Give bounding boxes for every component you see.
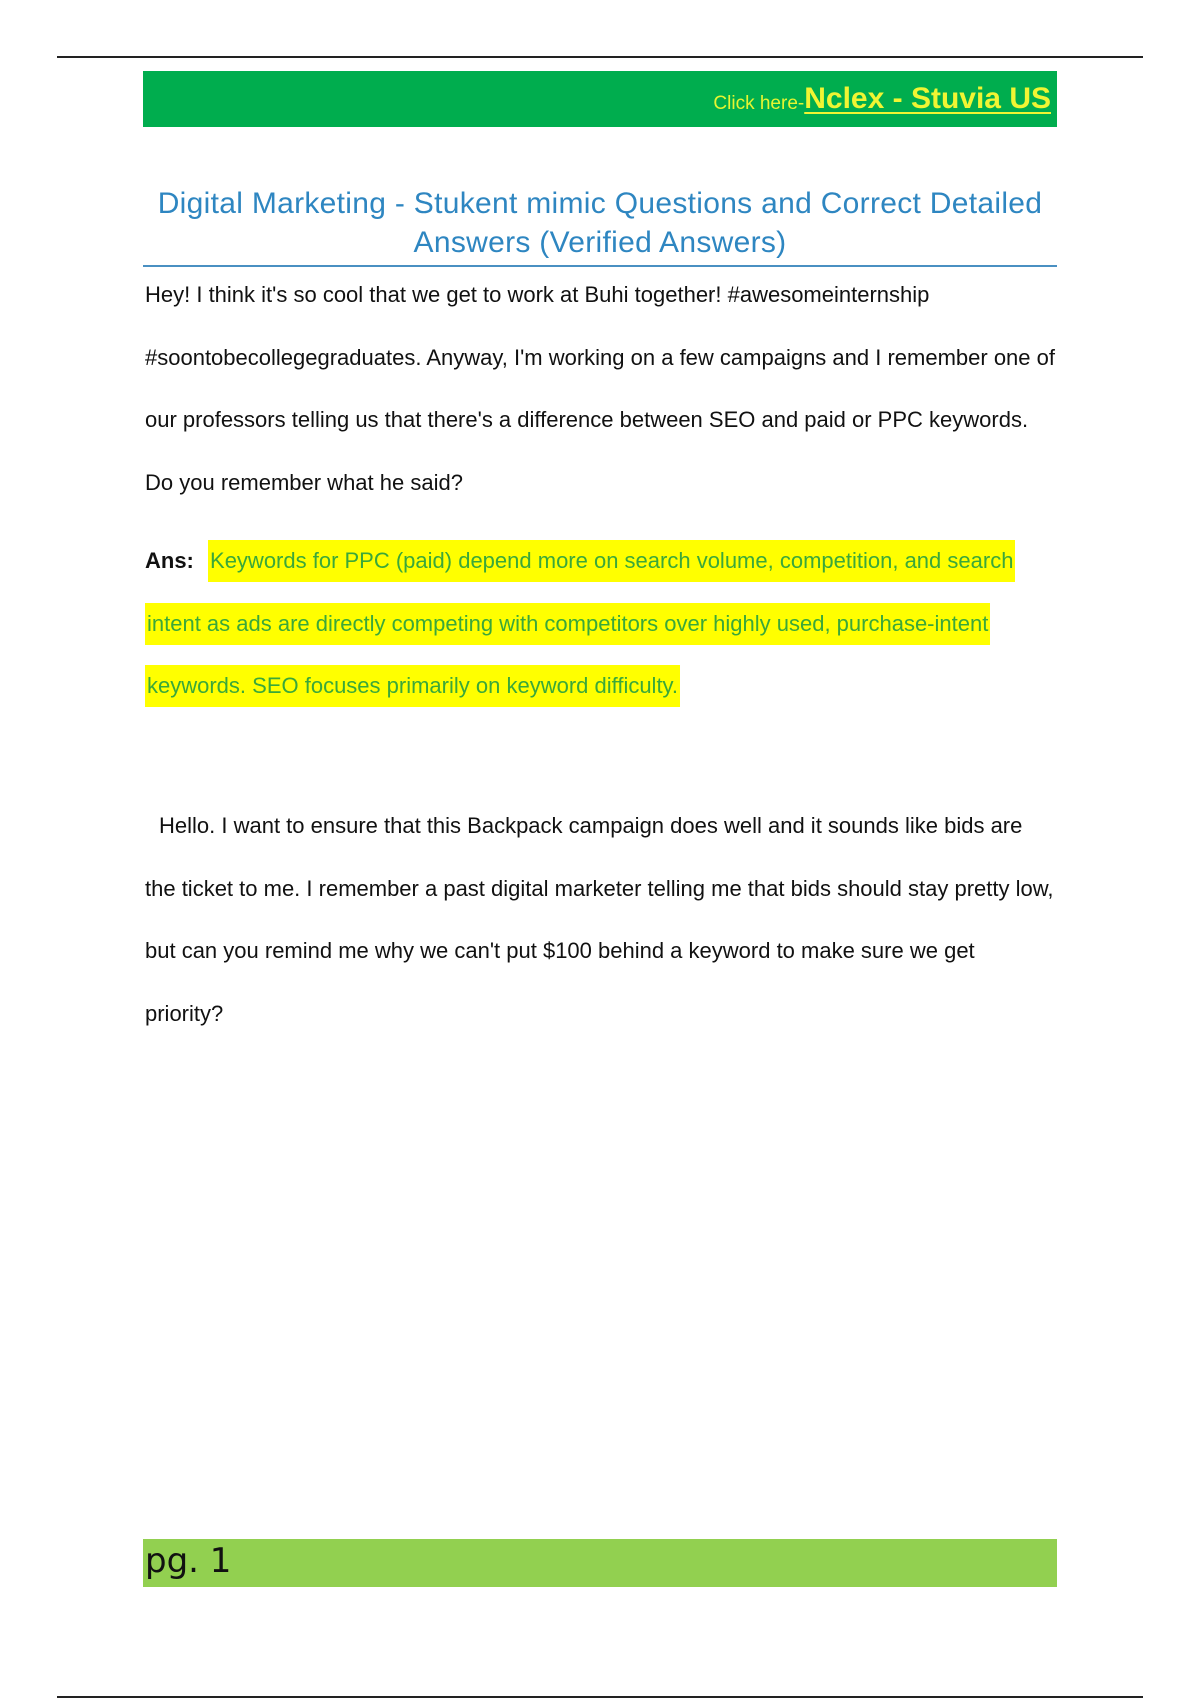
header-banner xyxy=(143,71,1057,127)
page-footer xyxy=(143,1539,1057,1587)
question-2-block xyxy=(145,795,1057,1045)
question-1-text: Hey! I think it's so cool that we get to work at Buhi together! #awesomeinternship #soontobecollegegraduates. Anyway, I'm working on a few campaigns and I remember one of our professors telling us that there's a difference between SEO and paid or PPC keywords. Do you remember what he said? xyxy=(145,282,1055,495)
page-number: pg. 1 xyxy=(145,1541,232,1581)
document-title: Digital Marketing - Stukent mimic Questions and Correct Detailed Answers (Verified Answers) xyxy=(157,187,1043,259)
bottom-divider xyxy=(57,1696,1143,1698)
banner-prefix-text: Click here- xyxy=(713,93,805,114)
question-2-text: Hello. I want to ensure that this Backpack campaign does well and it sounds like bids are the ticket to me. I remember a past digital marketer telling me that bids should stay pretty low, but can you remind me why we can't put $100 behind a keyword to make sure we get priority? xyxy=(145,813,1054,1026)
answer-1-block xyxy=(145,530,1057,718)
top-divider xyxy=(57,56,1143,58)
stuvia-link[interactable]: Nclex - Stuvia US xyxy=(804,82,1051,115)
answer-label: Ans: xyxy=(145,548,194,573)
answer-1-text: Keywords for PPC (paid) depend more on search volume, competition, and search intent as ads are directly competing with competitors over highly used, purchase-intent keywords. SEO focuses primarily on keyword difficulty. xyxy=(145,540,1015,707)
